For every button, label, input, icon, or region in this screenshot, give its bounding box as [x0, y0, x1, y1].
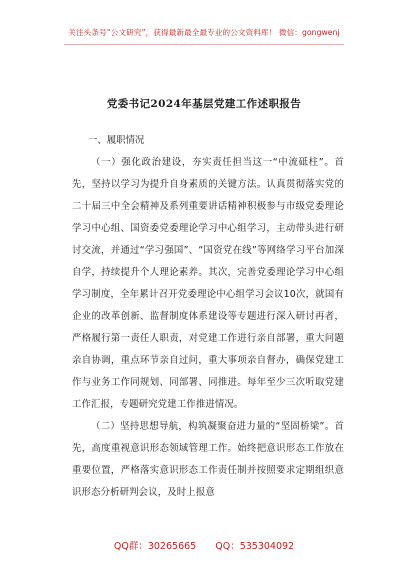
document-body	[72, 130, 344, 504]
footer-qq: QQ：535304092	[215, 541, 295, 552]
footer-contact	[0, 538, 408, 552]
header-banner: 关注头条号“公文研究”，获得最新最全最专业的公文资料库！ 微信：gongwenj	[68, 28, 340, 37]
footer-qq-group: QQ群：30265665	[113, 541, 197, 552]
paragraph-1: （一）强化政治建设，夯实责任担当这一“中流砥柱”。首先，坚持以学习为提升自身素质的关键方法。认真贯彻落实党的二十届三中全会精神及系列重要讲话精神积极参与市级党委理论学习中心组、国资委党委理论学习中心组学习，主动带头进行研讨交流，并通过“学习强国”、“国资党在线”等网络学习平台加深自学，持续提升个人理论素养。其次，完善党委理论学习中心组学习制度，全年累计召开党委理论中心组学习会议10次，就国有企业的改革创新、监督制度体系建设等专题进行深入研讨再者，严格履行第一责任人职责，对党建工作进行亲自部署，重大问题亲自协调，重点环节亲自过问，重大事项亲自督办，确保党建工作与业务工作同规划、同部署、同推进。每年至少三次听取党建工作汇报，专题研究党建工作推进情况。	[72, 157, 344, 410]
paragraph-2: （二）坚持思想导航，构筑凝聚奋进力量的“坚固桥梁”。首先，高度重视意识形态领域管理工作。始终把意识形态工作放在重要位置，严格落实意识形态工作责任制并按照要求定期组织意识形态分析研判会议，及时上报意	[72, 421, 344, 498]
header-divider	[64, 44, 344, 45]
section-heading: 一、履职情况	[88, 135, 145, 146]
document-title: 党委书记2024年基层党建工作述职报告	[106, 98, 302, 110]
